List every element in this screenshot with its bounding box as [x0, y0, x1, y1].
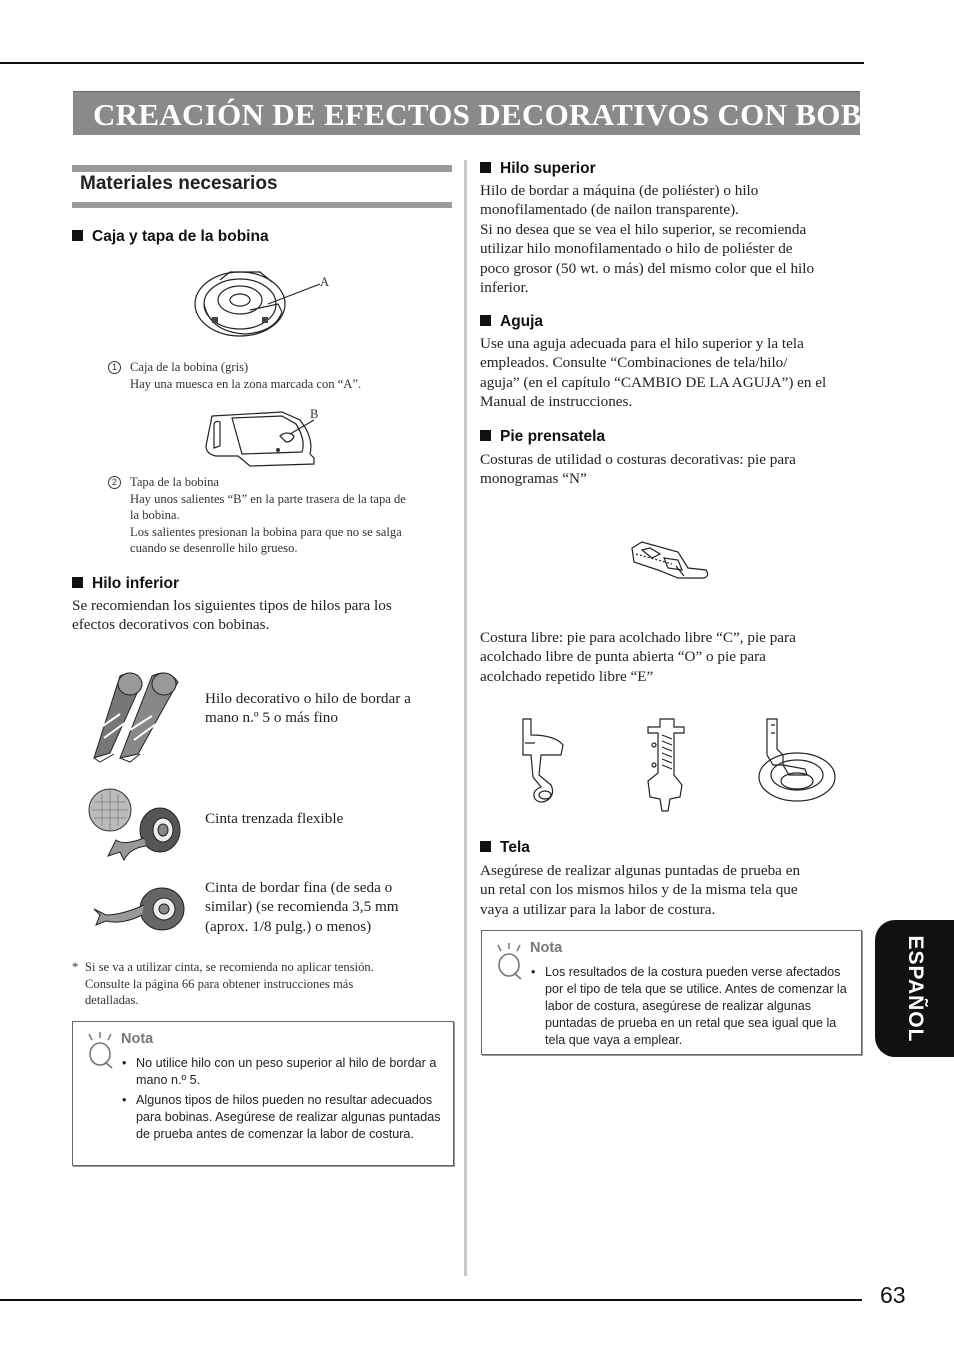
square-bullet-icon — [480, 162, 491, 173]
thread-skein-illustration — [90, 668, 185, 763]
quilting-foot-c-illustration — [515, 715, 570, 810]
aguja-text: Use una aguja adecuada para el hilo superior y la tela empleados. Consulte “Combinaciones de tela/hilo/ aguja” (en el capítulo “CAMBIO DE LA AGUJA”) en el Manual de instrucciones. — [480, 335, 827, 411]
section-heading-bar-top — [72, 165, 452, 172]
hilo-inferior-text: Se recomiendan los siguientes tipos de hilos para los efectos decorativos con bobinas. — [72, 597, 392, 634]
page-title-bar — [73, 91, 937, 135]
note-list-right — [530, 964, 855, 1052]
section-title: Materiales necesarios — [80, 173, 278, 194]
bottom-rule — [0, 1299, 862, 1301]
note-icon — [494, 943, 524, 979]
caja-item-2-line: cuando se desenrolle hilo grueso. — [130, 541, 298, 556]
monogram-foot-illustration — [628, 540, 713, 585]
section-heading — [72, 165, 452, 209]
language-side-tab — [875, 920, 954, 1057]
caja-item-2 — [108, 474, 453, 557]
heading-aguja: Aguja — [480, 313, 543, 331]
page-number: 63 — [880, 1282, 906, 1308]
thread-option-3: Cinta de bordar fina (de seda o similar) (se recomienda 3,5 mm (aprox. 1/8 pulg.) o menos) — [205, 879, 399, 935]
quilting-foot-e-illustration — [753, 715, 838, 805]
square-bullet-icon — [72, 577, 83, 588]
bobbin-case-illustration — [190, 262, 330, 342]
tela-text: Asegúrese de realizar algunas puntadas de prueba en un retal con los mismos hilos y de la misma tela que vaya a utilizar para la labor de costura. — [480, 862, 801, 918]
language-tab-label: ESPAÑOL — [903, 935, 927, 1042]
caja-item-2-line: Tapa de la bobina — [130, 475, 219, 489]
note-list-left — [121, 1055, 446, 1146]
square-bullet-icon — [480, 430, 491, 441]
note-item: • No utilice hilo con un peso superior al hilo de bordar a mano n.º 5. — [121, 1055, 446, 1089]
ribbon-illustration — [92, 885, 187, 935]
thread-option-2: Cinta trenzada flexible — [205, 810, 344, 827]
caja-item-2-line: Los salientes presionan la bobina para que no se salga — [130, 524, 402, 539]
column-divider — [464, 160, 467, 1276]
heading-hilo-inferior: Hilo inferior — [72, 575, 179, 593]
heading-tela: Tela — [480, 839, 530, 857]
heading-hilo-superior: Hilo superior — [480, 160, 596, 178]
note-item: • Algunos tipos de hilos pueden no resultar adecuados para bobinas. Asegúrese de realizar algunas puntadas de prueba antes de comenzar la labor de costura. — [121, 1092, 446, 1143]
caja-item-1-line: Caja de la bobina (gris) — [130, 360, 249, 374]
caja-item-1-line: Hay una muesca en la zona marcada con “A”. — [130, 376, 362, 391]
pie-text-2: Costura libre: pie para acolchado libre “C”, pie para acolchado libre de punta abierta “O” o pie para acolchado repetido libre “E” — [480, 629, 796, 685]
note-title-right: Nota — [530, 940, 563, 956]
number-circle-1: 1 — [108, 361, 121, 374]
braided-cord-illustration — [88, 786, 188, 861]
square-bullet-icon — [480, 315, 491, 326]
square-bullet-icon — [72, 230, 83, 241]
footnote-mark: * — [72, 960, 79, 974]
label-a: A — [320, 275, 330, 289]
quilting-foot-o-illustration — [640, 715, 695, 815]
footnote: * Si se va a utilizar cinta, se recomienda no aplicar tensión. Consulte la página 66 para obtener instrucciones más detalladas. — [72, 960, 374, 1008]
caja-item-2-line: la bobina. — [130, 508, 180, 523]
note-box-right — [481, 930, 862, 1055]
thread-option-1: Hilo decorativo o hilo de bordar a mano n.º 5 o más fino — [205, 690, 411, 727]
page-title: CREACIÓN DE EFECTOS DECORATIVOS CON BOBINAS — [93, 97, 937, 132]
heading-pie-prensatela: Pie prensatela — [480, 428, 605, 446]
note-box-left — [72, 1021, 454, 1166]
hilo-superior-text: Hilo de bordar a máquina (de poliéster) o hilo monofilamentado (de nailon transparente). Si no desea que se vea el hilo superior, se recomienda utilizar hilo monofilamentado o hilo de poliéster de poco grosor (50 wt. o más) del mismo color que el hilo inferior. — [480, 182, 815, 297]
section-heading-bar-bottom — [72, 202, 452, 208]
note-title-left: Nota — [121, 1031, 154, 1047]
top-rule — [0, 62, 864, 64]
note-icon — [85, 1032, 115, 1068]
square-bullet-icon — [480, 841, 491, 852]
caja-item-1 — [108, 359, 448, 392]
label-b: B — [310, 407, 319, 421]
heading-caja: Caja y tapa de la bobina — [72, 228, 269, 246]
number-circle-2: 2 — [108, 476, 121, 489]
note-item: • Los resultados de la costura pueden verse afectados por el tipo de tela que se utilice. Antes de comenzar la labor de costura, asegúrese de realizar algunas puntadas de prueba en un retal que sea igual que la tela que vaya a emplear. — [530, 964, 855, 1049]
pie-text-1: Costuras de utilidad o costuras decorativas: pie para monogramas “N” — [480, 451, 796, 488]
caja-item-2-line: Hay unos salientes “B” en la parte trasera de la tapa de — [130, 491, 406, 506]
